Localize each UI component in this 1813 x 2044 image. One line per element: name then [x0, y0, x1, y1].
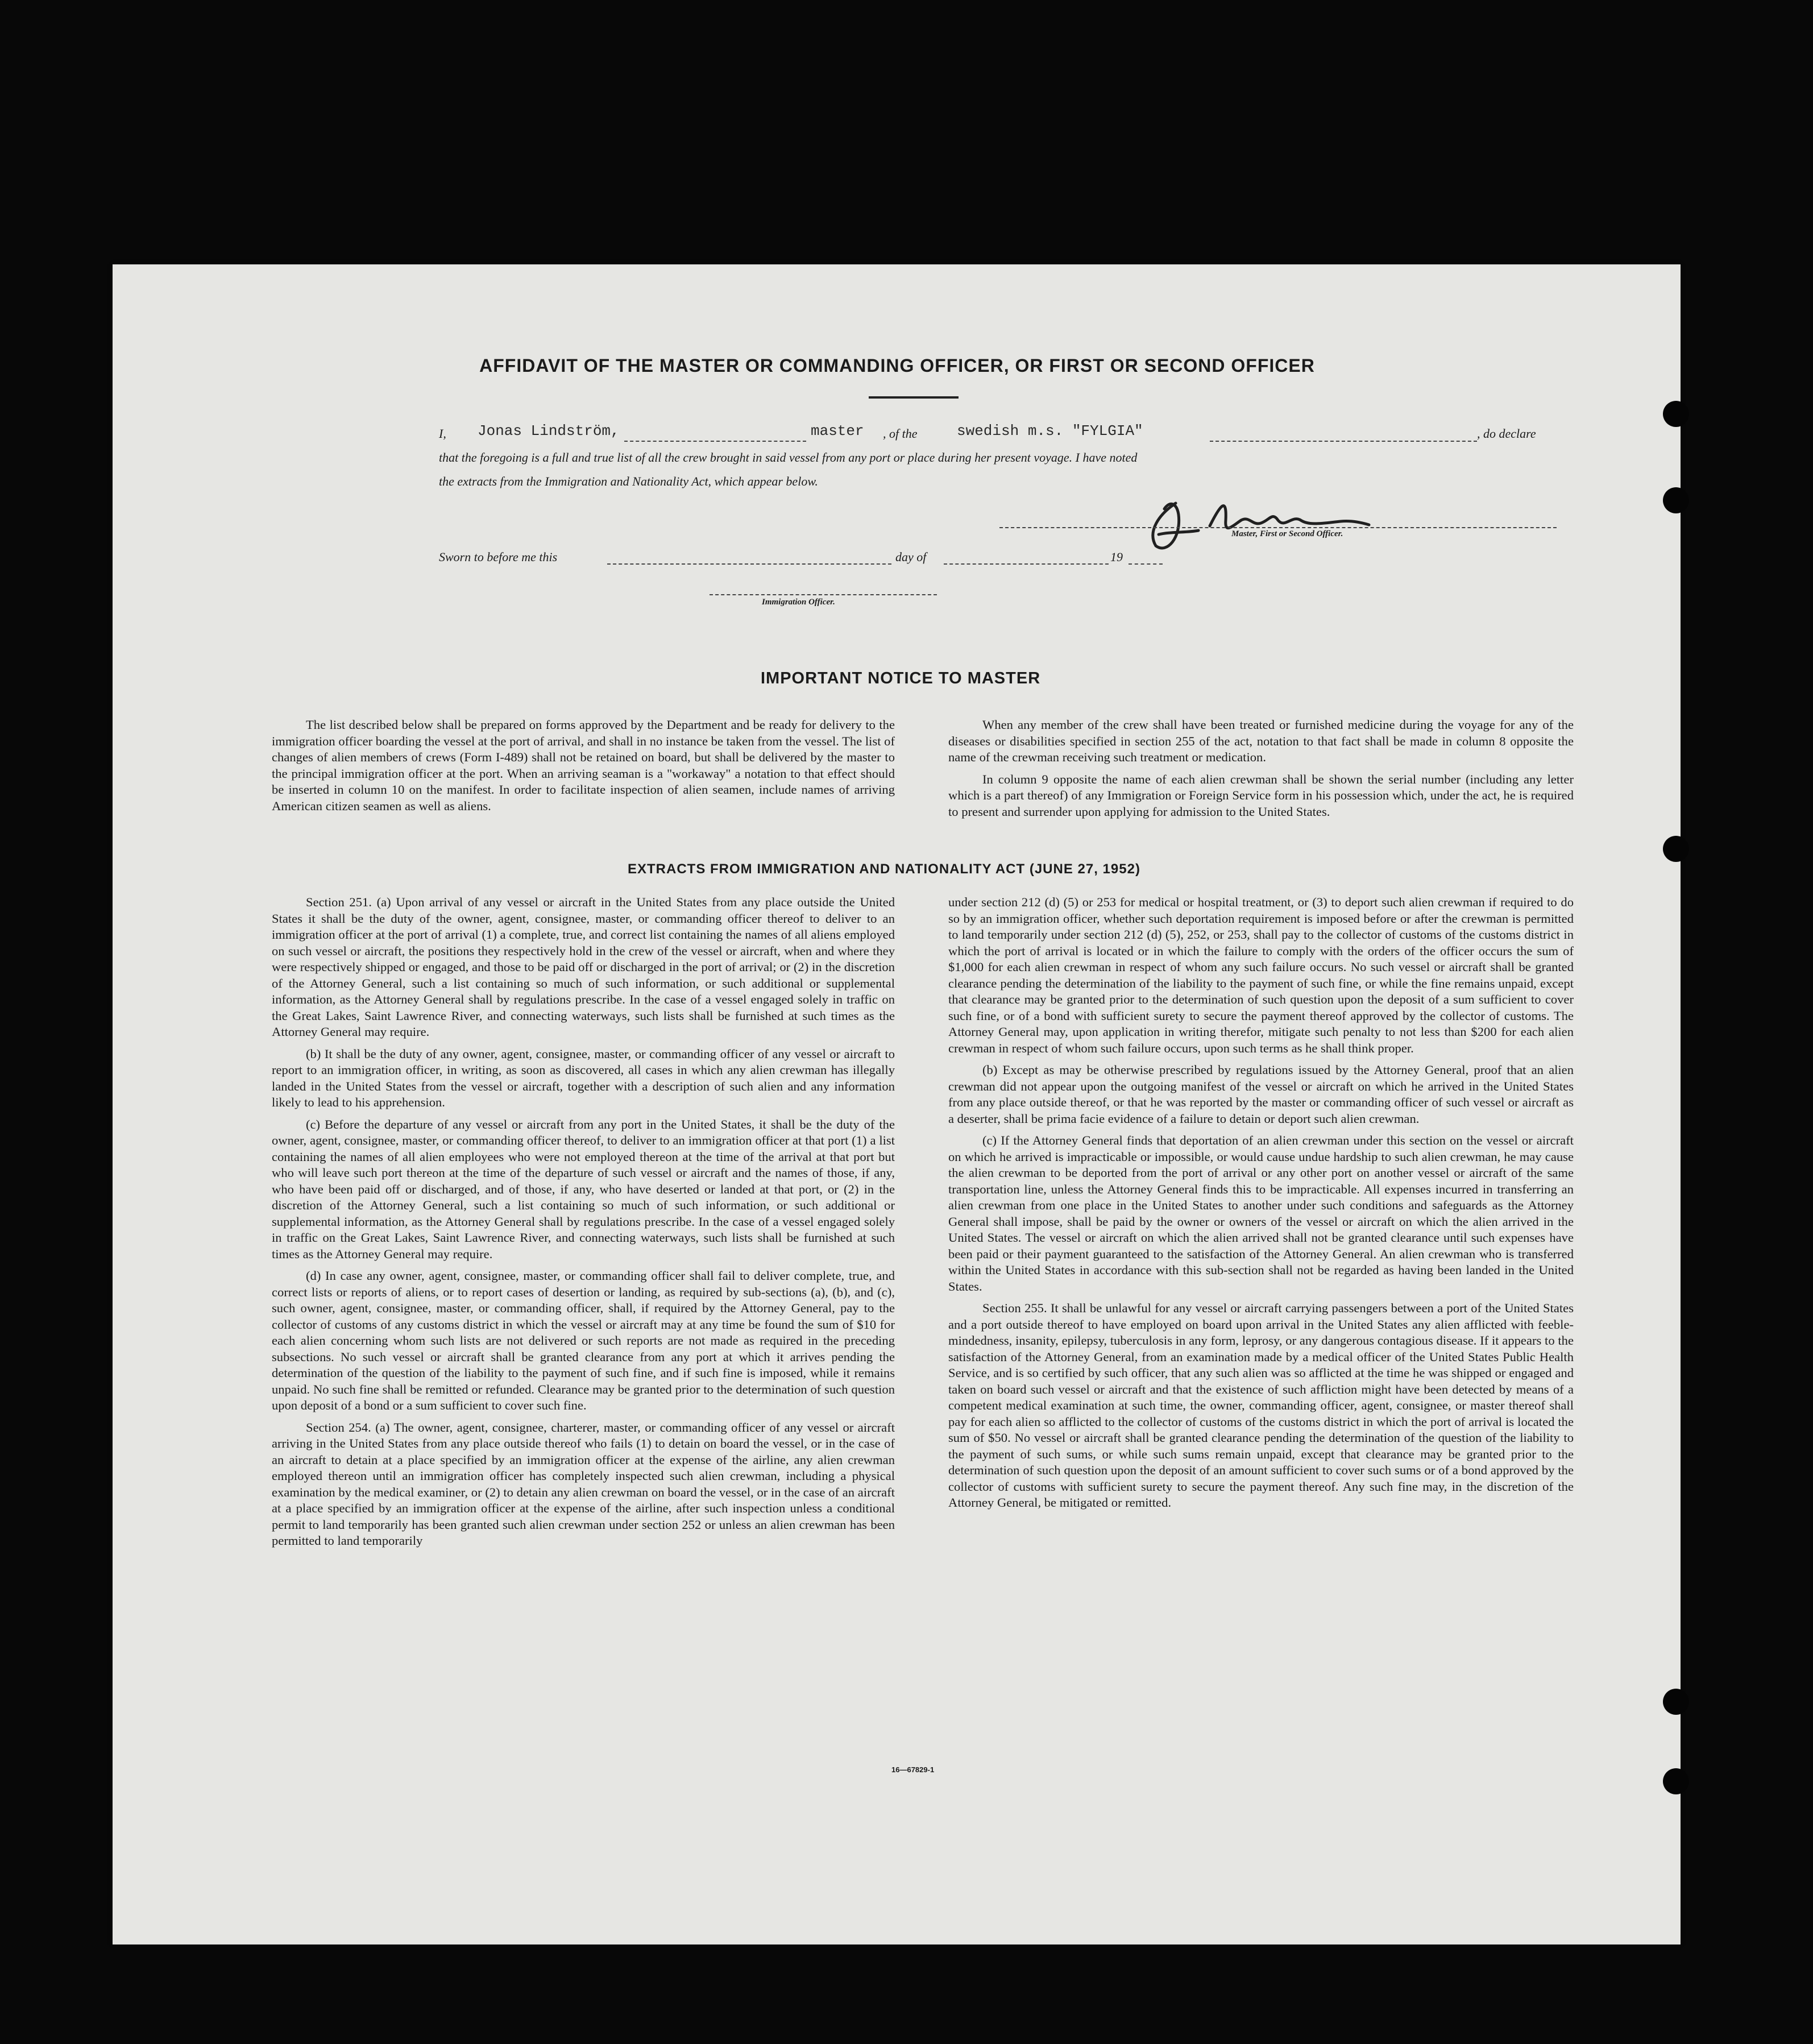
- binder-hole: [1663, 487, 1689, 513]
- document-title: AFFIDAVIT OF THE MASTER OR COMMANDING OFFICER, OR FIRST OR SECOND OFFICER: [479, 355, 1315, 376]
- section-254b: (b) Except as may be otherwise prescribed by regulations issued by the Attorney General, proof that an alien crewman did not appear upon the outgoing manifest of the vessel or aircraft on which he arrived in the United States from any place outside thereof, or that he was reported by the master or commanding officer of such vessel or aircraft as a deserter, shall be prima facie evidence of a failure to detain or deport such alien crewman.: [948, 1063, 1574, 1126]
- signature-line: [999, 527, 1557, 528]
- officer-signature-line: [710, 594, 937, 595]
- dotted-leader: [624, 441, 806, 442]
- day-of-label: day of: [895, 550, 927, 564]
- master-signature: [1136, 492, 1375, 554]
- vessel-name-field: swedish m.s. "FYLGIA": [957, 422, 1143, 440]
- of-the-label: , of the: [883, 426, 918, 441]
- dotted-leader: [1210, 441, 1477, 442]
- section-251b: (b) It shall be the duty of any owner, agent, consignee, master, or commanding officer of any vessel or aircraft to report to an immigration officer, in writing, as soon as discovered, all cases in which any alien crewman has illegally landed in the United States from the vessel or aircraft, together with a description of such alien and any information likely to lead to his apprehension.: [272, 1046, 895, 1109]
- notice-heading: IMPORTANT NOTICE TO MASTER: [761, 669, 1041, 687]
- section-254a: Section 254. (a) The owner, agent, consignee, charterer, master, or commanding officer of any vessel or aircraft arriving in the United States from any place outside thereof who fails (1) to detain on board the vessel, or in the case of an aircraft to detain at a place specified by an immigration officer at the expense of the airline, any alien crewman employed thereon until an immigration officer has completely inspected such alien crewman, including a physical examination by the medical examiner, or (2) to detain any alien crewman on board the vessel, or in the case of an aircraft at a place specified by an immigration officer at the expense of the airline, after such inspection unless a conditional permit to land temporarily has been granted such alien crewman under section 252 or unless an alien crewman has been permitted to land temporarily: [272, 1420, 895, 1548]
- notice-paragraph: The list described below shall be prepared on forms approved by the Department and be ready for delivery to the immigration officer boarding the vessel at the port of arrival, and shall in no instance be taken from the vessel. The list of changes of alien members of crews (Form I-489) shall not be retained on board, but shall be delivered by the master to the principal immigration officer at the port. When an arriving seaman is a "workaway" a notation to that effect should be inserted in column 10 on the manifest. In order to facilitate inspection of alien seamen, include names of arriving American citizen seamen as well as aliens.: [272, 718, 895, 813]
- document-page: [113, 264, 1681, 1945]
- rank-field: master: [811, 422, 864, 440]
- officer-caption: Immigration Officer.: [762, 598, 835, 607]
- section-255: Section 255. It shall be unlawful for any vessel or aircraft carrying passengers between a port of the United States and a port outside thereof to have employed on board upon arrival in the United States any alien afflicted with feeble-mindedness, insanity, epilepsy, tuberculosis in any form, leprosy, or any dangerous contagious disease. If it appears to the satisfaction of the Attorney General, from an examination made by a medical officer of the United States Public Health Service, and is so certified by such officer, that any such alien was so afflicted at the time he was shipped or engaged and taken on board such vessel or aircraft and that the existence of such affliction might have been detected by means of a competent medical examination at such time, the owner, commanding officer, agent, consignee, or master thereof shall pay for each alien so afflicted to the collector of customs of the customs district in which the port of arrival is located the sum of $50. No vessel or aircraft shall be granted clearance pending the determination of the question of the liability to the payment of such sums, or while such sums remain unpaid, except that clearance may be granted prior to the determination of such question upon the deposit of an amount sufficient to cover such sums or of a bond approved by the collector of customs with sufficient surety to secure the payment thereof. Any such fine may, in the discretion of the Attorney General, be mitigated or remitted.: [948, 1301, 1574, 1510]
- notice-right-column: [948, 717, 1574, 826]
- extracts-heading: EXTRACTS FROM IMMIGRATION AND NATIONALITY ACT (JUNE 27, 1952): [628, 861, 1140, 877]
- notice-paragraph: In column 9 opposite the name of each alien crewman shall be shown the serial number (including any letter which is a part thereof) of any Immigration or Foreign Service form in his possession which, under the act, he is required to present and surrender upon applying for admission to the United States.: [948, 772, 1574, 819]
- signature-caption: Master, First or Second Officer.: [1231, 529, 1343, 538]
- affidavit-i-label: I,: [439, 426, 446, 441]
- section-251d: (d) In case any owner, agent, consignee, master, or commanding officer shall fail to deliver complete, true, and correct lists or reports of aliens, or to report cases of desertion or landing, as required by sub-sections (a), (b), and (c), such owner, agent, consignee, master, or commanding officer, shall, if required by the Attorney General, pay to the collector of customs of any customs district in which the vessel or aircraft may at any time be found the sum of $10 for each alien concerning whom such lists are not delivered or such reports are not made as required in the preceding subsections. No such vessel or aircraft shall be granted clearance from any port at which it arrives pending the determination of the question of the liability to the payment of such fine, and if such fine is imposed, while it remains unpaid. No such fine shall be remitted or refunded. Clearance may be granted prior to the determination of such question upon deposit of a bond or a sum sufficient to cover such fine.: [272, 1268, 895, 1412]
- title-underline: [869, 396, 959, 399]
- affidavit-extracts-line: the extracts from the Immigration and Nationality Act, which appear below.: [439, 474, 818, 488]
- affidavit-declaration-line: that the foregoing is a full and true list of all the crew brought in said vessel from any port or place during her present voyage. I have noted: [439, 450, 1138, 465]
- section-254c: (c) If the Attorney General finds that deportation of an alien crewman under this section on the vessel or aircraft on which he arrived is impracticable or impossible, or would cause undue hardship to such alien crewman, he may cause the alien crewman to be deported from the port of arrival or any other port on another vessel or aircraft of the same transportation line, unless the Attorney General finds this to be impracticable. All expenses incurred in transferring an alien crewman from one place in the United States to another under such conditions and safeguards as the Attorney General shall impose, shall be paid by the owner or owners of the vessel or aircraft on which the alien arrived in the United States. The vessel or aircraft on which the alien arrived shall not be granted clearance until such expenses have been paid or their payment guaranteed to the satisfaction of the Attorney General. An alien crewman who is transferred within the United States in accordance with this sub-section shall not be regarded as having been landed in the United States.: [948, 1133, 1574, 1293]
- do-declare-label: , do declare: [1477, 426, 1536, 441]
- master-name-field: Jonas Lindström,: [478, 422, 620, 440]
- year-label: 19: [1110, 550, 1123, 564]
- section-251c: (c) Before the departure of any vessel or aircraft from any port in the United States, it shall be the duty of the owner, agent, consignee, master, or commanding officer thereof, to deliver to an immigration officer at that port (1) a list containing the names of all alien employees who were not employed thereon at the time of the arrival at that port but who will leave such port thereon at the time of the departure of such vessel or aircraft and the names of those, if any, who have been paid off or discharged, and of those, if any, who have deserted or landed at that port, or (2) in the discretion of the Attorney General, such a list containing so much of such information, or such additional or supplemental information, as the Attorney General shall by regulations prescribe. In the case of a vessel engaged solely in traffic on the Great Lakes, Saint Lawrence River, and connecting waterways, such lists shall be furnished at such times as the Attorney General may require.: [272, 1117, 895, 1261]
- date-month-field: [944, 563, 1109, 565]
- notice-paragraph: When any member of the crew shall have been treated or furnished medicine during the voyage for any of the diseases or disabilities specified in section 255 of the act, notation to that fact shall be made in column 8 opposite the name of the crewman receiving such treatment or medication.: [948, 718, 1574, 764]
- form-number: 16—67829-1: [891, 1765, 935, 1774]
- binder-hole: [1663, 1768, 1689, 1794]
- section-254a-continued: under section 212 (d) (5) or 253 for medical or hospital treatment, or (3) to deport such alien crewman if required to do so by an immigration officer, whether such deportation requirement is imposed before or after the crewman is permitted to land temporarily under section 212 (d) (5), 252, or 253, shall pay to the collector of customs of the customs district in which the port of arrival is located or in which the failure to comply with the orders of the officer occurs the sum of $1,000 for each alien crewman in respect of whom any such failure occurs. No such vessel or aircraft shall be granted clearance pending the determination of the liability to the payment of such fine, or while the fine remains unpaid, except that clearance may be granted prior to the determination of such question upon the deposit of a sum sufficient to cover such fine, or of a bond with sufficient surety to secure the payment thereof approved by the collector of customs. The Attorney General may, upon application in writing therefor, mitigate such penalty to not less than $200 for each alien crewman in respect of whom such failure occurs, upon such terms as he shall think proper.: [948, 895, 1574, 1055]
- notice-left-column: [272, 717, 895, 820]
- binder-hole: [1663, 401, 1689, 427]
- date-day-field: [607, 563, 891, 565]
- date-year-field: [1129, 563, 1163, 565]
- extracts-left-column: [272, 894, 895, 1555]
- extracts-right-column: [948, 894, 1574, 1517]
- binder-hole: [1663, 1689, 1689, 1715]
- binder-hole: [1663, 836, 1689, 862]
- sworn-label: Sworn to before me this: [439, 550, 558, 564]
- section-251a: Section 251. (a) Upon arrival of any vessel or aircraft in the United States from any place outside the United States it shall be the duty of the owner, agent, consignee, master, or commanding officer thereof to deliver to an immigration officer at the port of arrival (1) a complete, true, and correct list containing the names of all aliens employed on such vessel or aircraft, the positions they respectively hold in the crew of the vessel or aircraft, when and where they were respectively shipped or engaged, and those to be paid off or discharged in the port of arrival; or (2) in the discretion of the Attorney General, such a list containing so much of such information, or such additional or supplemental information, as the Attorney General shall by regulations prescribe. In the case of a vessel engaged solely in traffic on the Great Lakes, Saint Lawrence River, and connecting waterways, such lists shall be furnished at such times as the Attorney General may require.: [272, 895, 895, 1039]
